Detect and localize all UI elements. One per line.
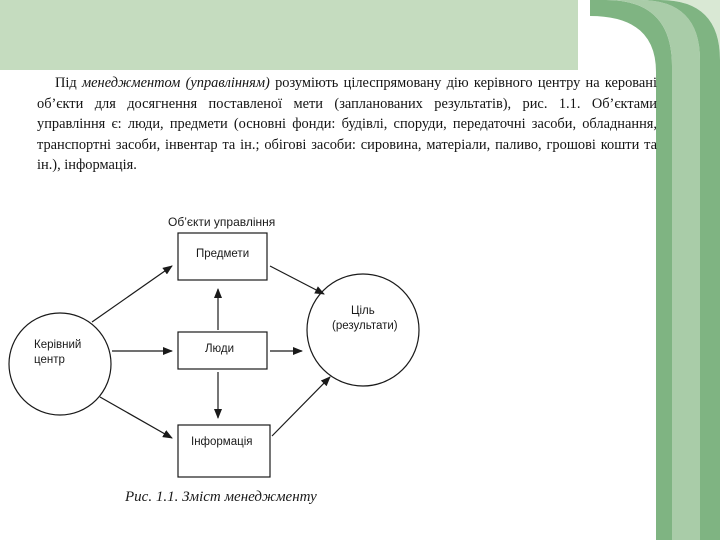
- definition-paragraph: [37, 73, 657, 176]
- paragraph-term: менеджментом (управлінням): [81, 75, 270, 91]
- people-box-label: Люди: [205, 343, 235, 355]
- info-box-label: Інформація: [191, 436, 253, 448]
- paragraph-body: розуміють цілеспрямовану дію керівного центру на керовані об’єкти для досягнення поставленої мети (запланованих результатів), рис. 1.1. Об’єктами управління є: люди, предмети (основні фонди: будівлі, споруди, передаточні засоби, обладнання, транспортні засоби, інвентар та ін.; обігові засоби: сировина, матеріали, паливо, грошові кошти та ін.), інформація.: [37, 75, 658, 173]
- control-center-label-line2: центр: [34, 354, 65, 366]
- objects-group-title: Об’єкти управління: [168, 215, 276, 229]
- goal-label-line2: (результати): [332, 320, 398, 332]
- arrow-items-to-goal: [270, 266, 324, 294]
- info-box: [178, 425, 270, 477]
- paragraph-lead: Під: [55, 75, 82, 91]
- goal-label-line1: Ціль: [351, 305, 375, 317]
- items-box-label: Предмети: [196, 248, 250, 260]
- arrow-center-to-info: [100, 397, 172, 438]
- figure-caption: Рис. 1.1. Зміст менеджменту: [125, 489, 317, 505]
- arrow-info-to-goal: [272, 377, 330, 436]
- top-banner: [0, 0, 578, 70]
- arrow-center-to-items: [92, 266, 172, 322]
- control-center-label-line1: Керівний: [34, 339, 82, 351]
